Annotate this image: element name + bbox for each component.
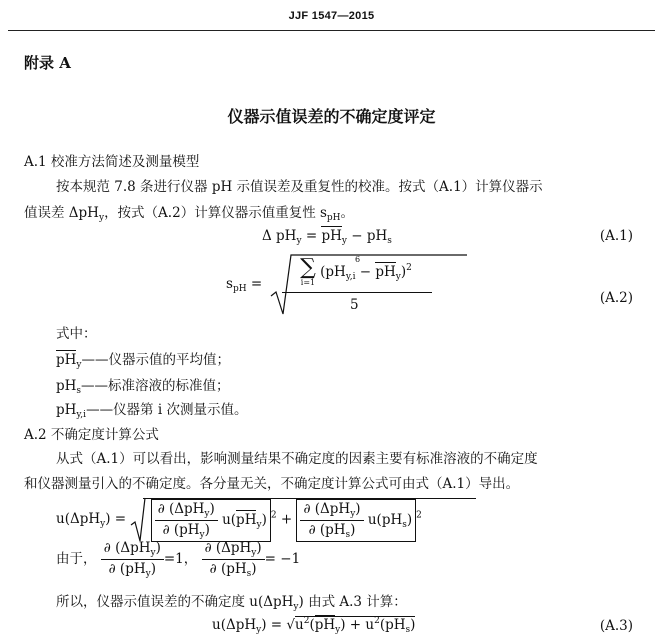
- equation-a1-number: (A.1): [599, 228, 633, 244]
- equation-a3: $u(\Delta pH_y) = √u^2(pH_y) + u^2(pH_s)$: [212, 616, 416, 635]
- a2-paragraph-line-1: 从式（A.1）可以看出，影响测量结果不确定度的因素主要有标准溶液的不确定度: [56, 451, 538, 467]
- since-line: 由于， $\frac{\partial (\Delta pH_y)}{\partial (pH_y)}$ =1， $\frac{\partial (\Delta pH_y)}{\partial (pH_s)}$ = −1: [56, 540, 301, 579]
- definition-line-1: $pH_y——$仪器示值的平均值；: [56, 352, 231, 370]
- equation-a2-fraction: ∑ i=1 $(pH_{y,i} - pH_y)^2$: [300, 255, 412, 287]
- section-a1-heading: A.1 校准方法简述及测量模型: [24, 154, 200, 170]
- equation-a2-denominator: 5: [350, 297, 359, 313]
- equation-a1: Δ $pH_y = pH_y - pH_s$: [262, 228, 392, 246]
- page-title: 仪器示值误差的不确定度评定: [227, 107, 436, 126]
- a2-paragraph-line-2: 和仪器测量引入的不确定度。各分量无关，不确定度计算公式可由式（A.1）导出。: [24, 476, 520, 492]
- equation-a2-number: (A.2): [599, 290, 633, 306]
- appendix-label: 附录 A: [24, 54, 71, 72]
- equation-a2: $s_{pH}$ =: [226, 252, 469, 318]
- sum-upper-limit: 6: [355, 255, 361, 264]
- where-label: 式中：: [56, 326, 97, 342]
- so-line: 所以，仪器示值误差的不确定度 u(ΔpH$_y$) 由式 A.3 计算：: [56, 594, 407, 612]
- running-header: JJF 1547—2015: [288, 10, 375, 22]
- definition-line-3: $pH_{y,i}——$仪器第 i 次测量示值。: [56, 402, 248, 420]
- section-a2-heading: A.2 不确定度计算公式: [24, 427, 159, 443]
- sqrt-sign-icon: [130, 497, 146, 543]
- uncertainty-formula: u(ΔpH$_y$) = $\frac{\partial (\Delta pH_y)}{\partial (pH_y)}$ $u(pH_y)^2$ + $\frac{\partial (\Delta pH_y)}{\partial (pH_s)}$ $u(pH_s)^2$: [56, 497, 422, 543]
- a1-paragraph-line-2: 值误差 ΔpH$_y$，按式（A.2）计算仪器示值重复性 $s_{pH}$。: [24, 205, 355, 223]
- equation-a3-number: (A.3): [599, 618, 633, 634]
- definition-line-2: $pH_s——$标准溶液的标准值；: [56, 378, 230, 396]
- fraction-bar: [282, 292, 432, 293]
- a1-paragraph-line-1: 按本规范 7.8 条进行仪器 pH 示值误差及重复性的校准。按式（A.1）计算仪器示: [56, 179, 543, 195]
- header-rule: [8, 30, 655, 31]
- sqrt-overline: [143, 498, 476, 499]
